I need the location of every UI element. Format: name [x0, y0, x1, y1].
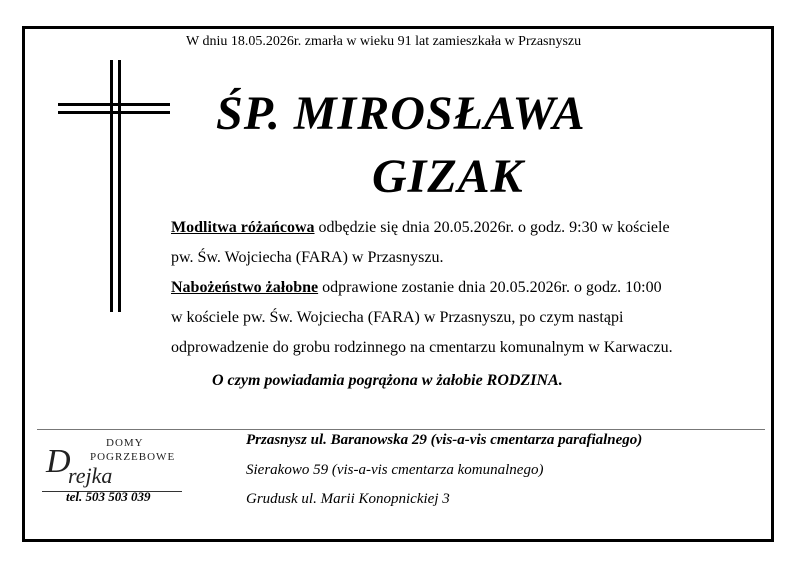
rosary-label: Modlitwa różańcowa — [171, 219, 315, 236]
logo-text-domy: DOMY — [106, 437, 144, 449]
cross-horizontal-bar — [58, 103, 170, 106]
logo-text-pogrzebowe: POGRZEBOWE — [90, 451, 176, 463]
address-grudusk: Grudusk ul. Marii Konopnickiej 3 — [246, 491, 450, 507]
rosary-details: odbędzie się dnia 20.05.2026r. o godz. 9:30 w kościele — [314, 219, 670, 236]
divider — [37, 429, 765, 430]
phone-number: tel. 503 503 039 — [66, 489, 151, 504]
death-notice-intro: W dniu 18.05.2026r. zmarła w wieku 91 lat zamieszkała w Przasnyszu — [186, 34, 582, 49]
family-closing: O czym powiadamia pogrążona w żałobie RODZINA. — [212, 372, 563, 389]
rosary-line-2: pw. Św. Wojciecha (FARA) w Przasnyszu. — [171, 249, 444, 266]
funeral-line-1 — [171, 273, 673, 303]
funeral-home-logo — [38, 437, 208, 517]
deceased-surname: GIZAK — [372, 150, 524, 203]
logo-initial: D — [46, 443, 71, 480]
funeral-label: Nabożeństwo żałobne — [171, 279, 319, 296]
funeral-line-2: w kościele pw. Św. Wojciecha (FARA) w Przasnyszu, po czym nastąpi — [171, 309, 624, 326]
address-sierakowo: Sierakowo 59 (vis-a-vis cmentarza komunalnego) — [246, 462, 544, 478]
logo-brand: rejka — [68, 463, 113, 488]
cross-horizontal-bar — [58, 111, 170, 114]
ceremony-details — [171, 213, 673, 363]
cross-vertical-bar — [110, 60, 113, 312]
rosary-line-1 — [171, 213, 673, 243]
deceased-first-name: ŚP. MIROSŁAWA — [216, 87, 586, 140]
cross-vertical-bar — [118, 60, 121, 312]
address-przasnysz: Przasnysz ul. Baranowska 29 (vis-a-vis cmentarza parafialnego) — [246, 432, 643, 448]
funeral-line-3: odprowadzenie do grobu rodzinnego na cmentarzu komunalnym w Karwaczu. — [171, 339, 673, 356]
funeral-details: odprawione zostanie dnia 20.05.2026r. o godz. 10:00 — [318, 279, 662, 296]
